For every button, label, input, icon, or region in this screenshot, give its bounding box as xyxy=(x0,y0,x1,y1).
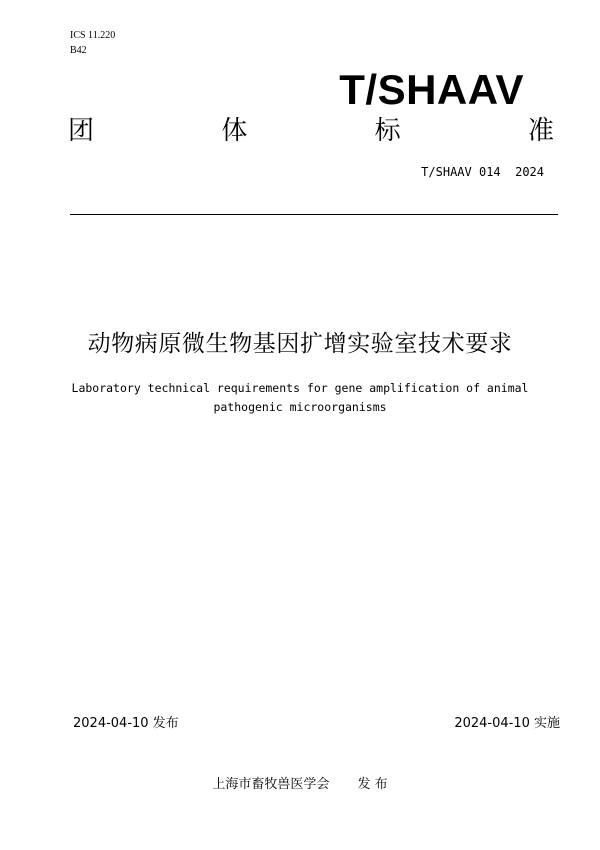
title-english-line: pathogenic microorganisms xyxy=(213,400,387,414)
document-title-chinese: 动物病原微生物基因扩增实验室技术要求 xyxy=(87,331,513,357)
header-divider xyxy=(70,214,558,215)
issue-date: 2024-04-10 发布 xyxy=(73,716,179,731)
standard-type-char: 团 xyxy=(68,116,95,146)
publisher-line xyxy=(0,777,600,793)
standard-type-char: 体 xyxy=(221,116,248,146)
implementation-date: 2024-04-10 实施 xyxy=(454,716,560,731)
publisher-action: 发 布 xyxy=(357,777,388,792)
standard-number: T/SHAAV 014 2024 xyxy=(421,165,544,179)
standard-type xyxy=(68,116,554,146)
title-english-line: Laboratory technical requirements for gene amplification of animal xyxy=(71,381,529,395)
ics-code: ICS 11.220 xyxy=(70,30,116,41)
standard-type-char: 准 xyxy=(527,116,554,146)
document-title-english xyxy=(40,379,560,417)
ccs-code: B42 xyxy=(70,45,87,56)
standard-brand-logo: T/SHAAV xyxy=(339,66,524,113)
standard-type-char: 标 xyxy=(374,116,401,146)
publisher-name: 上海市畜牧兽医学会 xyxy=(212,777,330,792)
